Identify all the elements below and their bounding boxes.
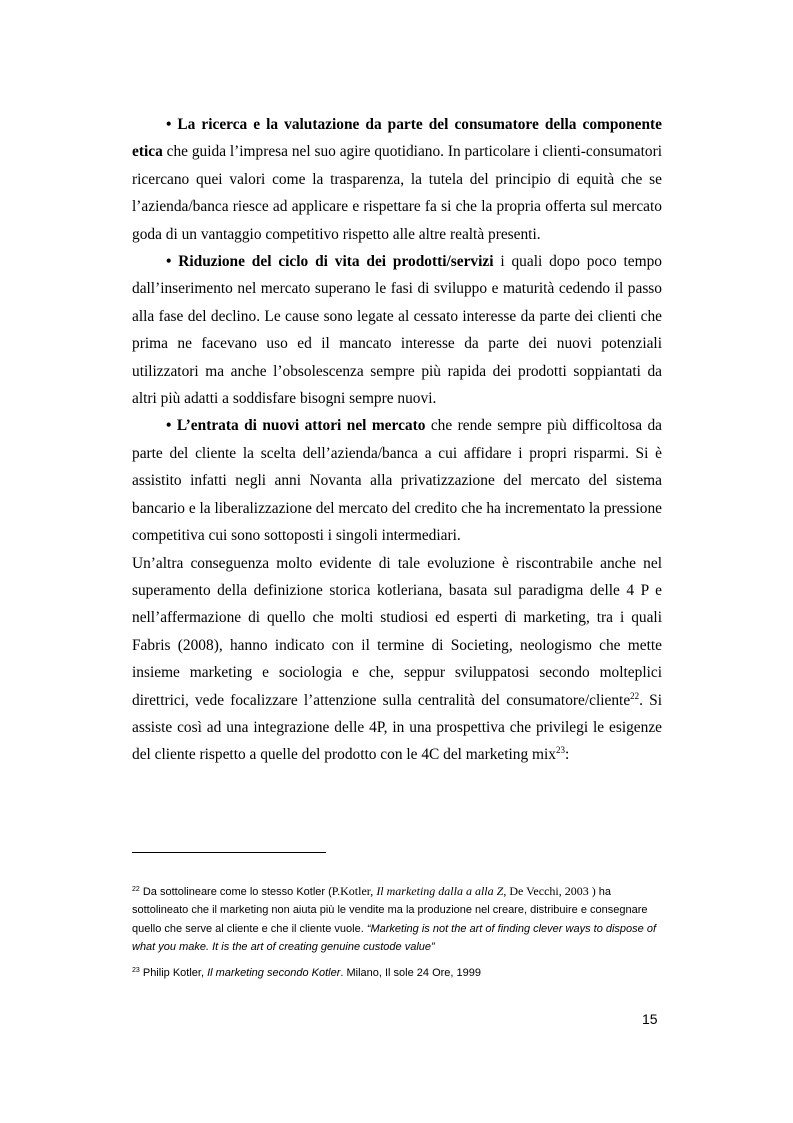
footnote-23	[132, 964, 662, 982]
footnote-number: 23	[132, 967, 140, 975]
footnote-22	[132, 882, 662, 956]
paragraph-text: che rende sempre più difficoltosa da parte del cliente la scelta dell’azienda/banca a cui affidare i propri risparmi. Si è assistito infatti negli anni Novanta alla privatizzazione del mercato del sistema bancario e la liberalizzazione del mercato del credito che ha incrementato la pressione competitiva cui sono sottoposti i singoli intermediari.	[132, 417, 662, 545]
footnote-quote: “Marketing is not the art of finding clever ways to dispose of what you make. It is the art of creating genuine custode value”	[132, 922, 657, 953]
footnote-ref-22[interactable]: 22	[630, 690, 640, 701]
footnotes	[132, 882, 662, 982]
bullet: •	[166, 116, 172, 133]
footnote-text: . Milano, Il sole 24 Ore, 1999	[340, 967, 481, 980]
bold-lead: La ricerca e la valutazione da parte del consumatore della componente etica	[132, 116, 662, 161]
footnote-text: Philip Kotler,	[139, 967, 208, 980]
bullet: •	[166, 417, 172, 435]
page-number: 15	[642, 1011, 658, 1027]
footnote-ref-23[interactable]: 23	[555, 745, 565, 756]
footnote-text: P.Kotler,	[331, 884, 377, 898]
footnote-separator	[132, 852, 326, 853]
footnote-text: Da sottolineare come lo stesso Kotler (	[139, 886, 332, 898]
paragraph-text: Un’altra conseguenza molto evidente di tale evoluzione è riscontrabile anche nel superamento della definizione storica kotleriana, basata sul paradigma delle 4 P e nell’affermazione di quello che molti studiosi ed esperti di marketing, tra i quali Fabris (2008), hanno indicato con il termine di Societing, neologismo che mette insieme marketing e sociologia e che, seppur sviluppatosi secondo molteplici direttrici, vede focalizzare l’attenzione sulla centralità del consumatore/cliente	[132, 554, 662, 709]
paragraph-text: i quali dopo poco tempo dall’inserimento nel mercato superano le fasi di sviluppo e maturità cedendo il passo alla fase del declino. Le cause sono legate al cessato interesse da parte dei clienti che prima ne facevano uso ed il mancato interesse da parte dei nuovi potenziali utilizzatori ma anche l’obsolescenza sempre più rapida dei prodotti soppiantati da altri più adatti a soddisfare bisogni sempre nuovi.	[132, 253, 662, 408]
footnote-number: 22	[132, 886, 140, 893]
footnote-book-title: Il marketing secondo Kotler	[207, 967, 341, 980]
paragraph-lifecycle	[132, 248, 662, 412]
paragraph-text: che guida l’impresa nel suo agire quotidiano. In particolare i clienti-consumatori ricercano quei valori come la trasparenza, la tutela del principio di equità che se l’azienda/banca riesce ad applicare e rispettare fa si che la propria offerta sul mercato goda di un vantaggio competitivo rispetto alle altre realtà presenti.	[132, 143, 662, 243]
paragraph-new-actors	[132, 412, 662, 549]
footnote-text: , De Vecchi, 2003 )	[503, 884, 596, 898]
paragraph-text: . Si assiste così ad una integrazione delle 4P, in una prospettiva che privilegi le esigenze del cliente rispetto a quelle del prodotto con le 4C del marketing mix	[132, 691, 662, 764]
paragraph-ethics	[132, 111, 662, 248]
footnote-text: ha sottolineato che il marketing non aiuta più le vendite ma la produzione nel creare, distribuire e consegnare quello che serve al cliente e che il cliente vuole.	[132, 886, 648, 935]
bullet: •	[166, 253, 172, 271]
paragraph-societing	[132, 550, 662, 769]
bold-lead: Riduzione del ciclo di vita dei prodotti/servizi	[178, 253, 494, 271]
bold-lead: L’entrata di nuovi attori nel mercato	[176, 417, 426, 435]
paragraph-text: :	[564, 746, 570, 764]
body-text	[132, 111, 662, 769]
footnote-book-title: Il marketing dalla a alla Z	[376, 884, 504, 898]
